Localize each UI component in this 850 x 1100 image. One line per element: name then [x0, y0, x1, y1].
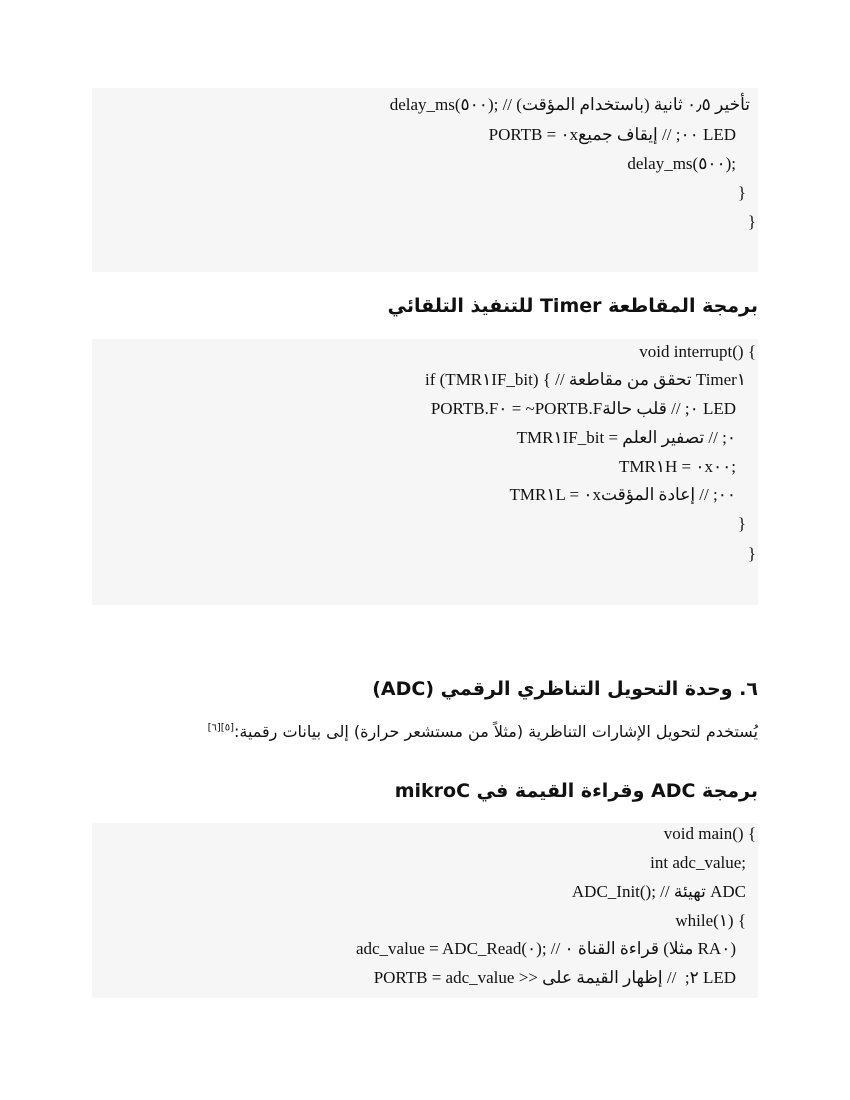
- citation-link[interactable]: [٥][٦]: [207, 722, 234, 734]
- code-line: }: [737, 183, 746, 202]
- code-block-delay: [92, 88, 758, 272]
- code-line: }: [737, 514, 746, 533]
- code-line: delay_ms(٥٠٠); // تأخير ٠٫٥ ثانية (باستخدام المؤقت): [389, 95, 750, 114]
- code-line: TMR١IF_bit = ٠; // تصفير العلم: [516, 428, 736, 447]
- code-line: TMR١L = ٠x٠٠; // إعادة المؤقت: [509, 485, 736, 504]
- code-line: void interrupt() {: [639, 342, 756, 361]
- code-line: ADC_Init(); // تهيئة ADC: [571, 882, 746, 901]
- code-line: while(١) {: [675, 911, 746, 930]
- code-block-interrupt: [92, 339, 758, 605]
- adc-description: [208, 722, 758, 741]
- code-line: delay_ms(٥٠٠);: [627, 154, 736, 173]
- code-line: void main() {: [663, 824, 756, 843]
- code-block-adc: [92, 823, 758, 998]
- code-line: PORTB.F٠ = ~PORTB.F٠; // قلب حالة LED: [430, 399, 736, 418]
- code-line: PORTB = adc_value >> ٢; // إظهار القيمة على LED: [373, 968, 736, 987]
- code-line: int adc_value;: [650, 853, 746, 872]
- code-line: }: [747, 212, 756, 231]
- code-line: adc_value = ADC_Read(٠); // قراءة القناة ٠ (مثلا RA٠): [355, 939, 736, 958]
- section-heading-timer: برمجة المقاطعة Timer للتنفيذ التلقائي: [387, 295, 758, 317]
- adc-description-text: يُستخدم لتحويل الإشارات التناظرية (مثلاً من مستشعر حرارة) إلى بيانات رقمية:: [233, 722, 758, 741]
- section-heading-adc-programming: برمجة ADC وقراءة القيمة في mikroC: [394, 780, 758, 802]
- code-line: PORTB = ٠x٠٠; // إيقاف جميع LED: [488, 125, 736, 144]
- code-line: if (TMR١IF_bit) { // تحقق من مقاطعة Timer١: [425, 370, 746, 389]
- code-line: }: [747, 544, 756, 563]
- section-heading-adc: ٦. وحدة التحويل التناظري الرقمي (ADC): [372, 678, 758, 700]
- code-line: TMR١H = ٠x٠٠;: [619, 457, 736, 476]
